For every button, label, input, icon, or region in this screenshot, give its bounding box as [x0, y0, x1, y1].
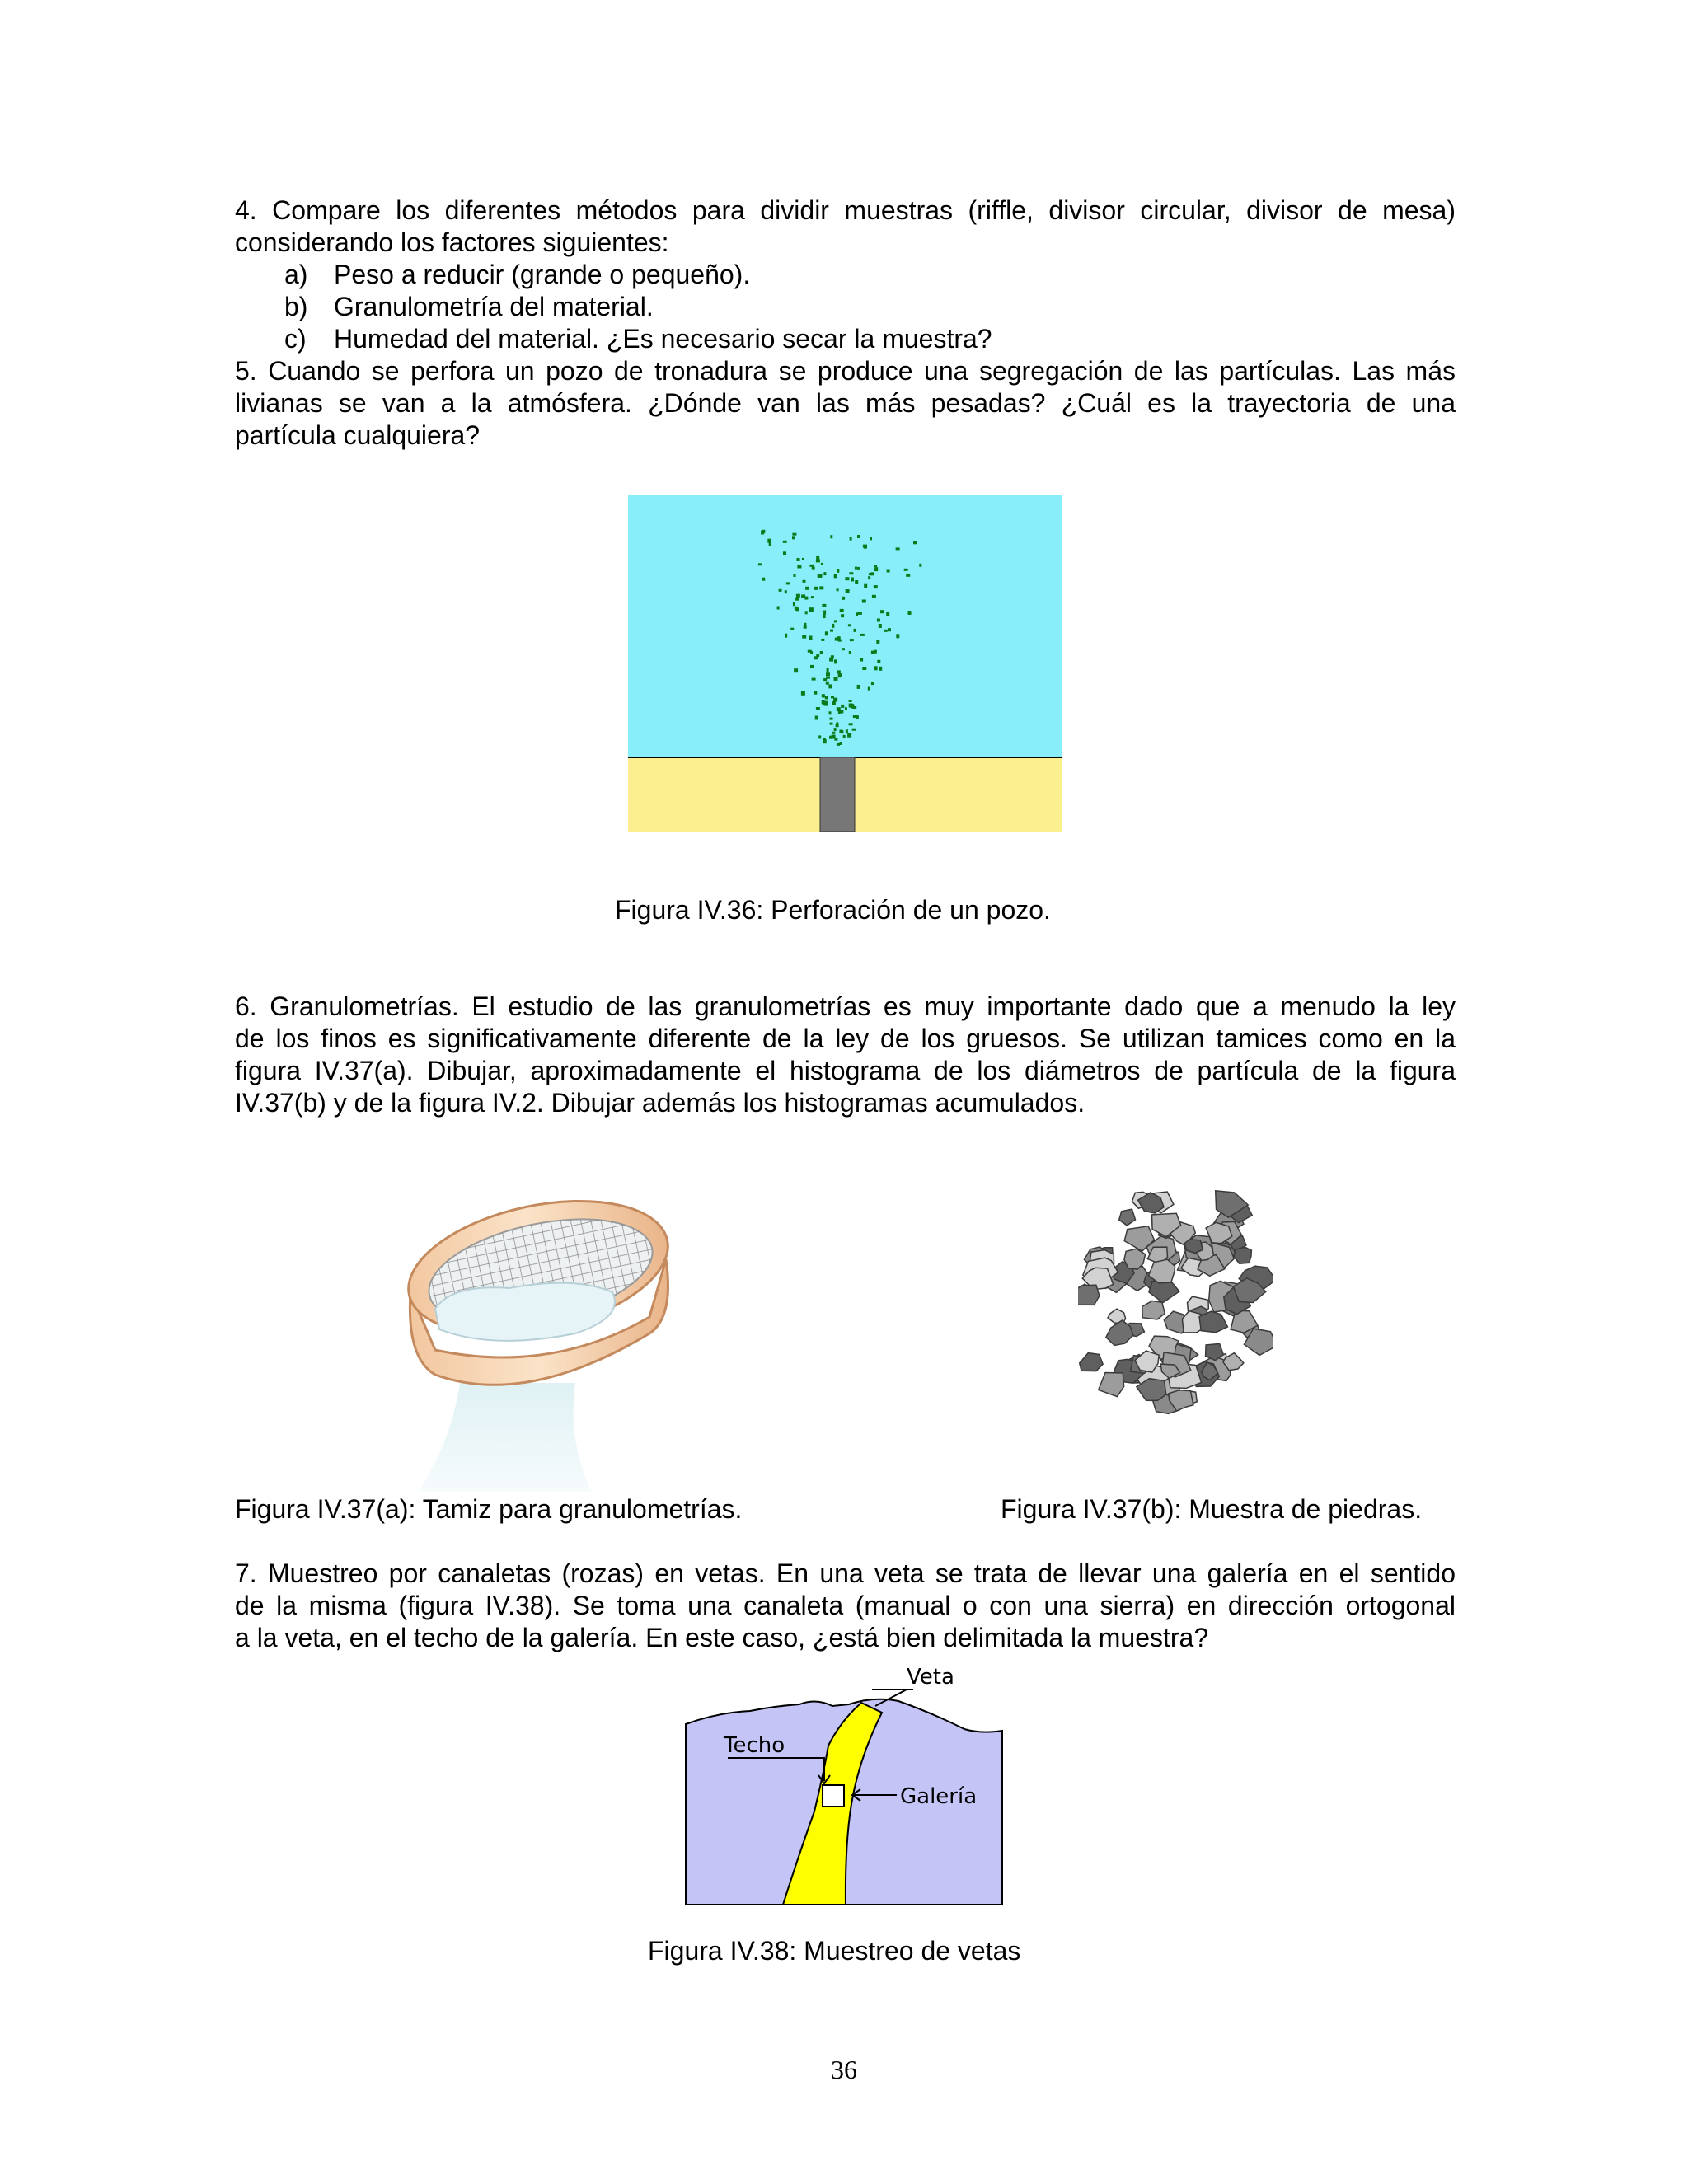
particle: [913, 541, 917, 544]
stone: [1099, 1373, 1124, 1397]
particle: [797, 565, 801, 569]
particle: [818, 735, 821, 738]
particle: [841, 614, 844, 617]
particle: [834, 620, 837, 622]
particle: [783, 551, 786, 555]
particle: [814, 587, 818, 590]
text-line: livianas se van a la atmósfera. ¿Dónde van las más pesadas? ¿Cuál es la trayectoria de una: [235, 388, 1456, 418]
particle: [874, 666, 878, 670]
particle: [837, 588, 839, 591]
particle: [811, 596, 814, 598]
particle: [849, 651, 851, 654]
particle: [794, 574, 796, 577]
particle: [838, 673, 842, 677]
particle: [818, 574, 823, 578]
particle: [795, 607, 798, 611]
particle: [850, 639, 854, 641]
particle: [832, 735, 836, 739]
question-4-paragraph: [235, 194, 1456, 259]
text-line: 4. Compare los diferentes métodos para dividir muestras (riffle, divisor circular, divisor de mesa): [235, 195, 1456, 225]
particle: [830, 718, 833, 720]
particle: [816, 556, 819, 560]
particle: [886, 612, 889, 616]
particle: [842, 648, 845, 650]
particle: [840, 609, 844, 612]
particle: [879, 624, 882, 628]
particle: [860, 658, 863, 662]
particle: [871, 682, 874, 685]
list-item: [284, 259, 750, 291]
particle: [906, 574, 910, 577]
particle: [790, 628, 794, 630]
particle: [887, 570, 890, 573]
particle: [793, 602, 795, 606]
particle: [879, 667, 882, 671]
drilling-figure: [628, 495, 1062, 832]
particle: [874, 567, 878, 571]
particle: [874, 650, 877, 654]
particle: [904, 569, 908, 571]
particle: [874, 585, 878, 588]
stone: [1119, 1209, 1136, 1226]
particle: [810, 665, 814, 668]
particle: [908, 611, 912, 615]
particle: [758, 563, 762, 565]
particle: [825, 631, 828, 635]
text-line: IV.37(b) y de la figura IV.2. Dibujar además los histogramas acumulados.: [235, 1088, 1085, 1118]
particle: [846, 589, 850, 593]
particle: [796, 594, 800, 598]
figure-36-caption: Figura IV.36: Perforación de un pozo.: [615, 895, 1051, 925]
particle: [868, 576, 870, 579]
particle: [831, 696, 834, 698]
question-7-paragraph: [235, 1558, 1456, 1654]
particle: [801, 691, 805, 696]
particle: [769, 542, 771, 546]
particle: [792, 536, 795, 539]
particle: [849, 572, 853, 574]
particle: [816, 654, 819, 657]
particle: [830, 535, 832, 538]
question-5-paragraph: [235, 355, 1456, 452]
particle: [849, 723, 853, 725]
particle: [827, 668, 829, 672]
falling-fines: [419, 1383, 592, 1492]
list-item-text: Granulometría del material.: [334, 292, 654, 321]
particle: [841, 705, 844, 708]
particle: [821, 639, 824, 641]
particle: [874, 565, 877, 567]
particle: [841, 730, 843, 733]
particle: [834, 728, 837, 731]
particle: [829, 658, 833, 662]
particle: [822, 604, 826, 607]
roof-label: Techo: [724, 1733, 785, 1758]
text-line: 7. Muestreo por canaletas (rozas) en vetas. En una veta se trata de llevar una galería en el sentido: [235, 1558, 1456, 1588]
text-line: partícula cualquiera?: [235, 420, 481, 450]
particle: [824, 704, 828, 706]
gallery-label: Galería: [900, 1784, 978, 1809]
particle: [786, 582, 790, 584]
particle: [785, 590, 787, 593]
text-line: considerando los factores siguientes:: [235, 227, 669, 257]
particle: [896, 634, 899, 638]
particle: [850, 537, 852, 541]
particle: [837, 569, 839, 573]
particle: [862, 667, 866, 670]
particle: [819, 586, 823, 589]
particle: [857, 685, 860, 689]
particle: [846, 729, 848, 733]
particle: [823, 678, 827, 681]
drill-hole: [820, 757, 855, 832]
particle: [858, 612, 862, 615]
particle: [812, 567, 815, 570]
particle: [919, 564, 921, 567]
particle: [823, 572, 826, 575]
particle: [797, 558, 800, 561]
particle: [816, 707, 820, 710]
particle: [869, 573, 872, 575]
stone: [1142, 1301, 1165, 1319]
particle: [801, 594, 805, 598]
list-item: [284, 323, 992, 355]
sample-material: [435, 1283, 615, 1341]
stone: [1199, 1311, 1227, 1333]
particle: [845, 707, 847, 710]
particle: [840, 742, 842, 745]
figure-38-caption: Figura IV.38: Muestreo de vetas: [648, 1936, 1021, 1966]
particle: [877, 660, 880, 663]
particle: [805, 611, 808, 614]
particle: [805, 587, 809, 590]
vein-sampling-figure: [684, 1663, 1006, 1906]
particle: [852, 706, 856, 709]
particle: [880, 610, 884, 613]
particle: [840, 710, 843, 714]
particle: [802, 558, 804, 560]
particle: [828, 684, 832, 688]
particle: [872, 595, 876, 598]
particle: [823, 739, 827, 743]
particle: [823, 614, 826, 618]
text-line: 6. Granulometrías. El estudio de las granulometrías es muy importante dado que a menudo la ley: [235, 991, 1456, 1021]
gallery-box: [823, 1785, 844, 1807]
particle: [826, 672, 830, 676]
particle: [814, 691, 817, 695]
figure-37a-caption: Figura IV.37(a): Tamiz para granulometrías.: [235, 1494, 743, 1524]
particle: [837, 707, 841, 711]
particle: [863, 545, 867, 548]
particle: [803, 580, 806, 583]
particle: [767, 539, 771, 543]
stones-figure: [1078, 1185, 1273, 1424]
stone: [1080, 1353, 1103, 1371]
particle: [830, 723, 833, 725]
particle: [829, 711, 832, 714]
particle: [855, 580, 858, 584]
particle: [851, 578, 854, 582]
text-line: figura IV.37(a). Dibujar, aproximadamente el histograma de los diámetros de partícula de la figura: [235, 1056, 1456, 1085]
particle: [843, 735, 846, 738]
particle: [825, 696, 828, 700]
list-item-text: Humedad del material. ¿Es necesario secar la muestra?: [334, 324, 992, 354]
particle: [829, 736, 832, 739]
list-marker: c): [284, 324, 307, 354]
particle: [832, 624, 834, 628]
particle: [761, 531, 764, 535]
stone-pile: [1078, 1191, 1273, 1414]
stone: [1078, 1285, 1100, 1305]
particle: [854, 629, 856, 632]
particle: [762, 578, 765, 581]
particle: [830, 630, 833, 632]
particle: [792, 533, 796, 536]
particle: [823, 611, 826, 615]
particle: [823, 696, 825, 698]
particle: [832, 701, 836, 705]
particle: [857, 535, 860, 538]
particle: [848, 624, 851, 626]
particle: [836, 722, 838, 725]
text-line: 5. Cuando se perfora un pozo de tronadura se produce una segregación de las partículas. Las más: [235, 356, 1456, 386]
figure-37b-caption: Figura IV.37(b): Muestra de piedras.: [1001, 1494, 1423, 1524]
particle: [862, 600, 866, 603]
text-line: a la veta, en el techo de la galería. En este caso, ¿está bien delimitada la muestra?: [235, 1623, 1209, 1652]
particle: [777, 607, 780, 610]
sky-area: [628, 495, 1062, 757]
particle: [847, 733, 851, 738]
particle: [896, 547, 900, 550]
particle: [809, 607, 814, 612]
text-line: de la misma (figura IV.38). Se toma una canaleta (manual o con una sierra) en dirección ortogonal: [235, 1591, 1456, 1620]
particle: [856, 612, 858, 616]
particle: [794, 668, 798, 672]
particle: [852, 729, 856, 731]
particle: [823, 702, 825, 705]
particle: [868, 687, 870, 691]
particle: [877, 619, 880, 622]
vein-label: Veta: [907, 1665, 954, 1690]
particle: [856, 715, 859, 719]
particle: [842, 597, 845, 600]
particle: [860, 634, 865, 636]
particle: [802, 635, 806, 639]
particle: [834, 659, 837, 663]
particle: [837, 743, 840, 746]
particle: [820, 651, 823, 654]
particle: [809, 636, 813, 640]
particle: [870, 537, 872, 540]
particle: [812, 678, 816, 681]
sieve-figure: [402, 1193, 687, 1494]
particle: [849, 700, 852, 702]
particle: [779, 589, 782, 592]
particle: [815, 716, 818, 720]
list-item-text: Peso a reducir (grande o pequeño).: [334, 260, 751, 289]
particle: [876, 640, 879, 644]
particle: [810, 651, 813, 654]
particle: [816, 559, 820, 562]
particle: [834, 677, 838, 681]
text-line: de los finos es significativamente diferente de la ley de los gruesos. Se utilizan tamices como en la: [235, 1024, 1456, 1053]
particle: [855, 567, 857, 570]
particle: [785, 634, 787, 638]
particle: [837, 670, 841, 673]
particle: [821, 563, 823, 565]
particle: [804, 623, 806, 626]
particle: [826, 682, 829, 685]
particle: [835, 638, 839, 641]
particle: [783, 541, 787, 543]
particle: [845, 577, 849, 580]
particle: [884, 630, 888, 632]
stone: [1184, 1240, 1203, 1254]
particle: [809, 565, 814, 567]
page-number: 36: [831, 2055, 857, 2084]
question-6-paragraph: [235, 991, 1456, 1119]
list-marker: b): [284, 292, 308, 321]
particle: [888, 628, 891, 631]
list-item: [284, 291, 654, 323]
particle: [834, 574, 837, 578]
stone: [1234, 1247, 1251, 1263]
list-marker: a): [284, 260, 308, 289]
particle: [864, 584, 867, 588]
particle: [832, 732, 835, 734]
particle: [857, 567, 860, 570]
